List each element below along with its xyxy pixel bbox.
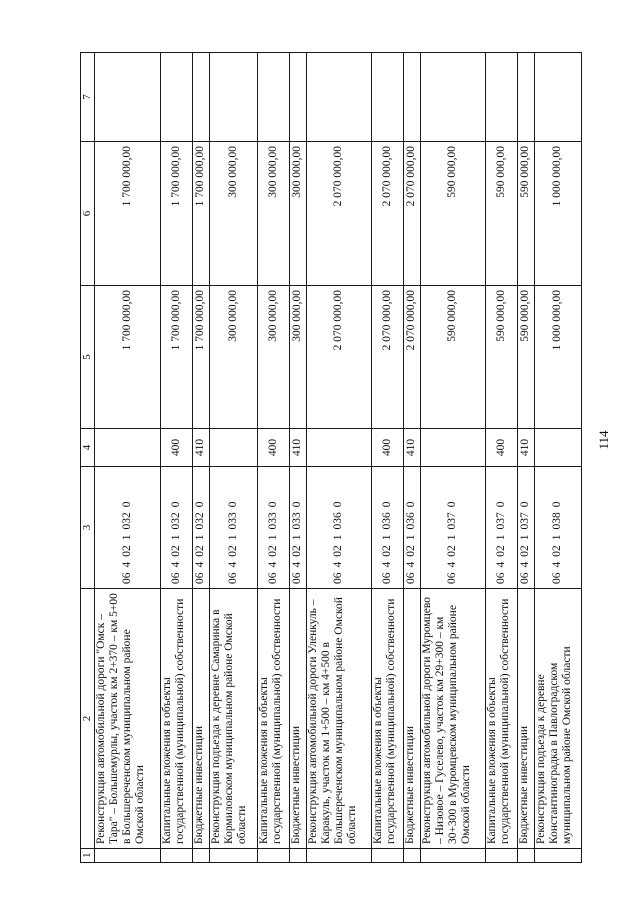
- row-type: 410: [289, 429, 306, 467]
- code-segment: 0: [332, 501, 345, 508]
- table-row: [420, 53, 485, 863]
- code-segment: 1: [380, 534, 393, 541]
- row-type: 400: [160, 429, 192, 467]
- cell-col1: [160, 849, 192, 863]
- code-segment: 1: [194, 534, 207, 541]
- row-code: [517, 467, 534, 589]
- code-segment: 0: [405, 501, 418, 508]
- row-value-7: [209, 53, 257, 142]
- row-value-5: 2 070 000,00: [403, 286, 420, 429]
- cell-col1: [192, 849, 209, 863]
- code-segment: 032: [169, 512, 182, 530]
- code-segment: 0: [519, 501, 532, 508]
- code-segment: 02: [380, 545, 393, 557]
- code-segment: 06: [380, 572, 393, 584]
- code-segment: 06: [494, 572, 507, 584]
- code-segment: 06: [291, 572, 304, 584]
- table-row: [160, 53, 192, 863]
- code-segment: 033: [226, 512, 239, 530]
- code-segment: 4: [446, 561, 459, 568]
- code-segment: 0: [120, 501, 133, 508]
- row-code: [160, 467, 192, 589]
- code-segment: 4: [551, 561, 564, 568]
- code-segment: 4: [194, 561, 207, 568]
- header-cell: 2: [81, 589, 95, 849]
- row-name: Капитальные вложения в объекты государственной (муниципальной) собственности: [485, 589, 517, 849]
- header-cell: 4: [81, 429, 95, 467]
- row-code: [192, 467, 209, 589]
- code-segment: 1: [332, 534, 345, 541]
- row-type: 400: [257, 429, 289, 467]
- row-value-5: 590 000,00: [420, 286, 485, 429]
- row-code: [403, 467, 420, 589]
- cell-col1: [371, 849, 403, 863]
- row-value-7: [371, 53, 403, 142]
- row-type: 410: [517, 429, 534, 467]
- cell-col1: [485, 849, 517, 863]
- code-segment: 02: [194, 545, 207, 557]
- page-number: 114: [596, 430, 611, 450]
- row-value-5: 590 000,00: [517, 286, 534, 429]
- header-cell: 7: [81, 53, 95, 142]
- code-segment: 037: [519, 512, 532, 530]
- code-segment: 037: [494, 512, 507, 530]
- table-row: [534, 53, 581, 863]
- cell-col1: [209, 849, 257, 863]
- code-segment: 4: [120, 561, 133, 568]
- code-segment: 1: [291, 534, 304, 541]
- row-type: [534, 429, 581, 467]
- code-segment: 1: [519, 534, 532, 541]
- code-segment: 037: [446, 512, 459, 530]
- table-body: [81, 53, 582, 863]
- code-segment: 02: [226, 545, 239, 557]
- cell-col1: [289, 849, 306, 863]
- code-segment: 06: [169, 572, 182, 584]
- row-value-6: 1 700 000,00: [160, 142, 192, 286]
- budget-table: [80, 52, 582, 863]
- row-type: 400: [485, 429, 517, 467]
- code-segment: 06: [405, 572, 418, 584]
- row-name: Капитальные вложения в объекты государственной (муниципальной) собственности: [371, 589, 403, 849]
- cell-col1: [306, 849, 371, 863]
- row-value-5: 2 070 000,00: [371, 286, 403, 429]
- row-value-6: 1 700 000,00: [192, 142, 209, 286]
- row-value-5: 2 070 000,00: [306, 286, 371, 429]
- table-row: [517, 53, 534, 863]
- header-cell: 6: [81, 142, 95, 286]
- code-segment: 036: [405, 512, 418, 530]
- code-segment: 02: [446, 545, 459, 557]
- header-row: [81, 53, 95, 863]
- row-value-7: [485, 53, 517, 142]
- cell-col1: [534, 849, 581, 863]
- table-row: [371, 53, 403, 863]
- cell-col1: [420, 849, 485, 863]
- code-segment: 06: [194, 572, 207, 584]
- table-row: [485, 53, 517, 863]
- code-segment: 0: [291, 501, 304, 508]
- row-value-6: 1 700 000,00: [94, 142, 160, 286]
- row-type: [420, 429, 485, 467]
- row-name: Реконструкция автомобильной дороги Муромцево – Низовое – Гуселево, участок км 29+300 – км 30+300 в Муромцевском муниципальном районе Омской области: [420, 589, 485, 849]
- code-segment: 4: [332, 561, 345, 568]
- row-type: 410: [192, 429, 209, 467]
- table-row: [209, 53, 257, 863]
- code-segment: 06: [226, 572, 239, 584]
- row-name: Реконструкция автомобильной дороги Уленкуль – Каракуль, участок км 1+500 – км 4+500 в Большереченском муниципальном районе Омской области: [306, 589, 371, 849]
- code-segment: 038: [551, 512, 564, 530]
- row-value-6: 2 070 000,00: [403, 142, 420, 286]
- row-code: [289, 467, 306, 589]
- row-value-6: 300 000,00: [257, 142, 289, 286]
- code-segment: 1: [169, 534, 182, 541]
- table-row: [257, 53, 289, 863]
- row-code: [485, 467, 517, 589]
- row-name: Бюджетные инвестиции: [192, 589, 209, 849]
- row-name: Бюджетные инвестиции: [517, 589, 534, 849]
- code-segment: 02: [405, 545, 418, 557]
- row-code: [420, 467, 485, 589]
- code-segment: 1: [266, 534, 279, 541]
- row-value-6: 2 070 000,00: [371, 142, 403, 286]
- row-value-6: 590 000,00: [485, 142, 517, 286]
- code-segment: 032: [194, 512, 207, 530]
- row-value-7: [257, 53, 289, 142]
- code-segment: 1: [120, 534, 133, 541]
- code-segment: 4: [226, 561, 239, 568]
- code-segment: 036: [332, 512, 345, 530]
- table-row: [306, 53, 371, 863]
- row-value-7: [160, 53, 192, 142]
- code-segment: 032: [120, 512, 133, 530]
- code-segment: 0: [380, 501, 393, 508]
- code-segment: 06: [266, 572, 279, 584]
- row-value-7: [420, 53, 485, 142]
- row-value-7: [403, 53, 420, 142]
- row-value-6: 2 070 000,00: [306, 142, 371, 286]
- row-value-6: 300 000,00: [289, 142, 306, 286]
- code-segment: 4: [405, 561, 418, 568]
- row-code: [209, 467, 257, 589]
- row-name: Реконструкция автомобильной дороги "Омск – Тара" – Большемурлы, участок км 2+370 – км 5+00 в Большереченском муниципальном районе Омской области: [94, 589, 160, 849]
- row-name: Реконструкция подъезда к деревне Константиноградка в Павлоградском муниципальном районе Омской области: [534, 589, 581, 849]
- code-segment: 4: [519, 561, 532, 568]
- cell-col1: [517, 849, 534, 863]
- code-segment: 02: [494, 545, 507, 557]
- row-code: [371, 467, 403, 589]
- row-value-6: 590 000,00: [517, 142, 534, 286]
- code-segment: 0: [266, 501, 279, 508]
- code-segment: 0: [226, 501, 239, 508]
- code-segment: 4: [380, 561, 393, 568]
- header-cell: 1: [81, 849, 95, 863]
- code-segment: 033: [266, 512, 279, 530]
- row-type: 410: [403, 429, 420, 467]
- row-value-6: 590 000,00: [420, 142, 485, 286]
- code-segment: 0: [551, 501, 564, 508]
- code-segment: 02: [266, 545, 279, 557]
- code-segment: 06: [551, 572, 564, 584]
- row-value-5: 1 700 000,00: [94, 286, 160, 429]
- code-segment: 02: [332, 545, 345, 557]
- header-cell: 3: [81, 467, 95, 589]
- row-value-6: 300 000,00: [209, 142, 257, 286]
- row-name: Капитальные вложения в объекты государственной (муниципальной) собственности: [160, 589, 192, 849]
- code-segment: 0: [494, 501, 507, 508]
- row-value-5: 300 000,00: [257, 286, 289, 429]
- row-type: [209, 429, 257, 467]
- row-type: [94, 429, 160, 467]
- row-code: [94, 467, 160, 589]
- code-segment: 02: [519, 545, 532, 557]
- code-segment: 0: [446, 501, 459, 508]
- row-value-5: 1 700 000,00: [192, 286, 209, 429]
- row-value-7: [306, 53, 371, 142]
- cell-col1: [403, 849, 420, 863]
- row-value-7: [289, 53, 306, 142]
- row-value-6: 1 000 000,00: [534, 142, 581, 286]
- row-code: [257, 467, 289, 589]
- code-segment: 0: [169, 501, 182, 508]
- code-segment: 06: [446, 572, 459, 584]
- row-type: 400: [371, 429, 403, 467]
- row-value-5: 1 000 000,00: [534, 286, 581, 429]
- row-value-5: 1 700 000,00: [160, 286, 192, 429]
- code-segment: 02: [291, 545, 304, 557]
- code-segment: 033: [291, 512, 304, 530]
- row-value-5: 300 000,00: [209, 286, 257, 429]
- code-segment: 4: [266, 561, 279, 568]
- code-segment: 036: [380, 512, 393, 530]
- code-segment: 4: [291, 561, 304, 568]
- code-segment: 1: [551, 534, 564, 541]
- code-segment: 4: [494, 561, 507, 568]
- code-segment: 0: [194, 501, 207, 508]
- code-segment: 06: [120, 572, 133, 584]
- row-name: Бюджетные инвестиции: [289, 589, 306, 849]
- code-segment: 02: [120, 545, 133, 557]
- cell-col1: [94, 849, 160, 863]
- table-row: [94, 53, 160, 863]
- row-type: [306, 429, 371, 467]
- row-value-7: [517, 53, 534, 142]
- cell-col1: [257, 849, 289, 863]
- code-segment: 4: [169, 561, 182, 568]
- code-segment: 02: [169, 545, 182, 557]
- row-name: Бюджетные инвестиции: [403, 589, 420, 849]
- row-value-7: [192, 53, 209, 142]
- code-segment: 02: [551, 545, 564, 557]
- code-segment: 06: [332, 572, 345, 584]
- row-value-5: 590 000,00: [485, 286, 517, 429]
- rotated-table-container: [80, 53, 574, 863]
- row-name: Реконструкция подъезда к деревне Самаринка в Кормиловском муниципальном районе Омской области: [209, 589, 257, 849]
- row-value-7: [534, 53, 581, 142]
- code-segment: 1: [405, 534, 418, 541]
- header-cell: 5: [81, 286, 95, 429]
- code-segment: 06: [519, 572, 532, 584]
- row-value-5: 300 000,00: [289, 286, 306, 429]
- table-row: [289, 53, 306, 863]
- code-segment: 1: [494, 534, 507, 541]
- table-row: [403, 53, 420, 863]
- row-value-7: [94, 53, 160, 142]
- code-segment: 1: [446, 534, 459, 541]
- row-code: [306, 467, 371, 589]
- table-row: [192, 53, 209, 863]
- code-segment: 1: [226, 534, 239, 541]
- row-code: [534, 467, 581, 589]
- row-name: Капитальные вложения в объекты государственной (муниципальной) собственности: [257, 589, 289, 849]
